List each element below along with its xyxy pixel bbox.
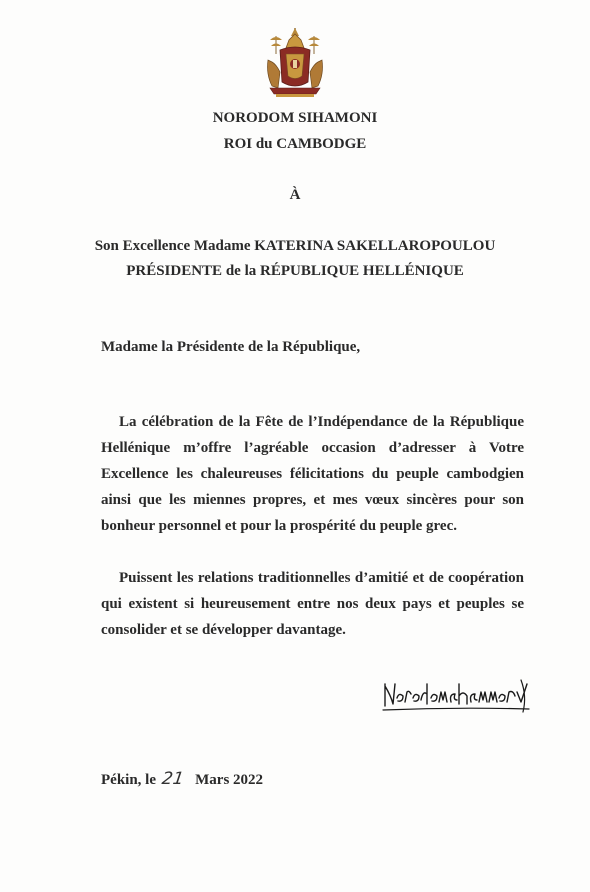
addressee-to: À [289, 187, 301, 203]
sender-title: ROI du CAMBODGE [223, 136, 367, 152]
addressee-line-1-text: Son Excellence Madame KATERINA SAKELLAROPOULOU [94, 238, 496, 254]
handwritten-signature [381, 676, 531, 716]
closing-day: 21 [160, 769, 185, 789]
royal-crest-icon [262, 26, 328, 98]
closing-place: Pékin, le [101, 772, 156, 788]
salutation: Madame la Présidente de la République, [101, 339, 361, 355]
addressee-line-2: PRÉSIDENTE de la RÉPUBLIQUE HELLÉNIQUE [126, 263, 464, 279]
sender-name: NORODOM SIHAMONI [212, 110, 378, 126]
body-paragraph-1: La célébration de la Fête de l’Indépendance de la République Hellénique m’offre l’agréable occasion d’adresser à Votre Excellence les chaleureuses félicitations du peuple cambodgien ainsi que les miennes propres, et mes vœux sincères pour son bonheur personnel et pour la prospérité du peuple grec. [101, 414, 524, 534]
body-paragraph-2: Puissent les relations traditionnelles d’amitié et de coopération qui existent si heureusement entre nos deux pays et peuples se consolider et se développer davantage. [101, 570, 524, 638]
addressee-line-1 [0, 237, 590, 255]
closing-dateline [101, 770, 263, 789]
closing-month-year: Mars 2022 [195, 772, 264, 788]
